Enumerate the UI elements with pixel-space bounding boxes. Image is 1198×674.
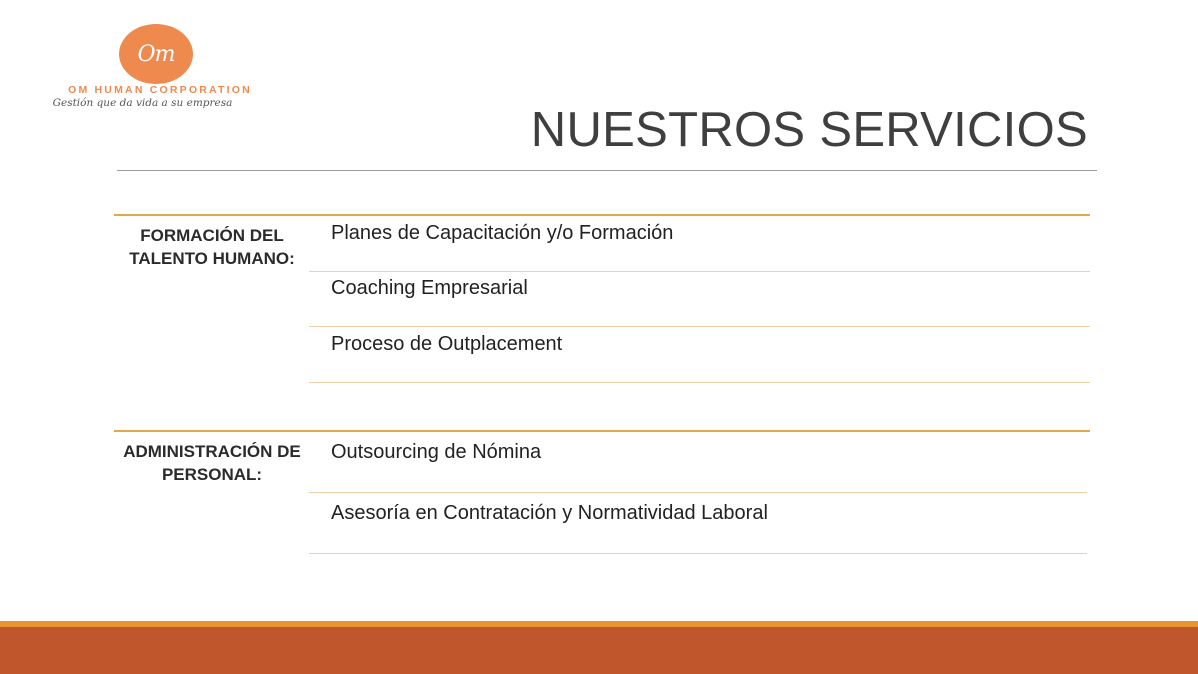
- service-list: [309, 216, 1090, 383]
- list-item: [309, 432, 1087, 493]
- logo-monogram: Om: [137, 41, 175, 67]
- title-divider: [117, 170, 1097, 171]
- list-item: [309, 216, 1090, 272]
- service-list: [309, 432, 1087, 554]
- footer-bar: [0, 627, 1198, 674]
- service-label: Coaching Empresarial: [331, 277, 528, 300]
- service-label: Outsourcing de Nómina: [331, 440, 542, 463]
- logo-company-name: OM HUMAN CORPORATION: [68, 84, 252, 96]
- list-item: [309, 493, 1087, 554]
- company-logo: [30, 24, 290, 114]
- service-label: Asesoría en Contratación y Normatividad Laboral: [331, 501, 768, 524]
- page-title: NUESTROS SERVICIOS: [530, 103, 1088, 157]
- logo-circle: [119, 24, 193, 84]
- service-label: Proceso de Outplacement: [331, 332, 563, 355]
- list-item: [309, 327, 1090, 383]
- section-label: ADMINISTRACIÓN DE PERSONAL:: [123, 442, 301, 484]
- section-label: FORMACIÓN DEL TALENTO HUMANO:: [129, 226, 295, 268]
- logo-tagline: Gestión que da vida a su empresa: [52, 97, 233, 109]
- list-item: [309, 272, 1090, 328]
- service-label: Planes de Capacitación y/o Formación: [331, 221, 674, 244]
